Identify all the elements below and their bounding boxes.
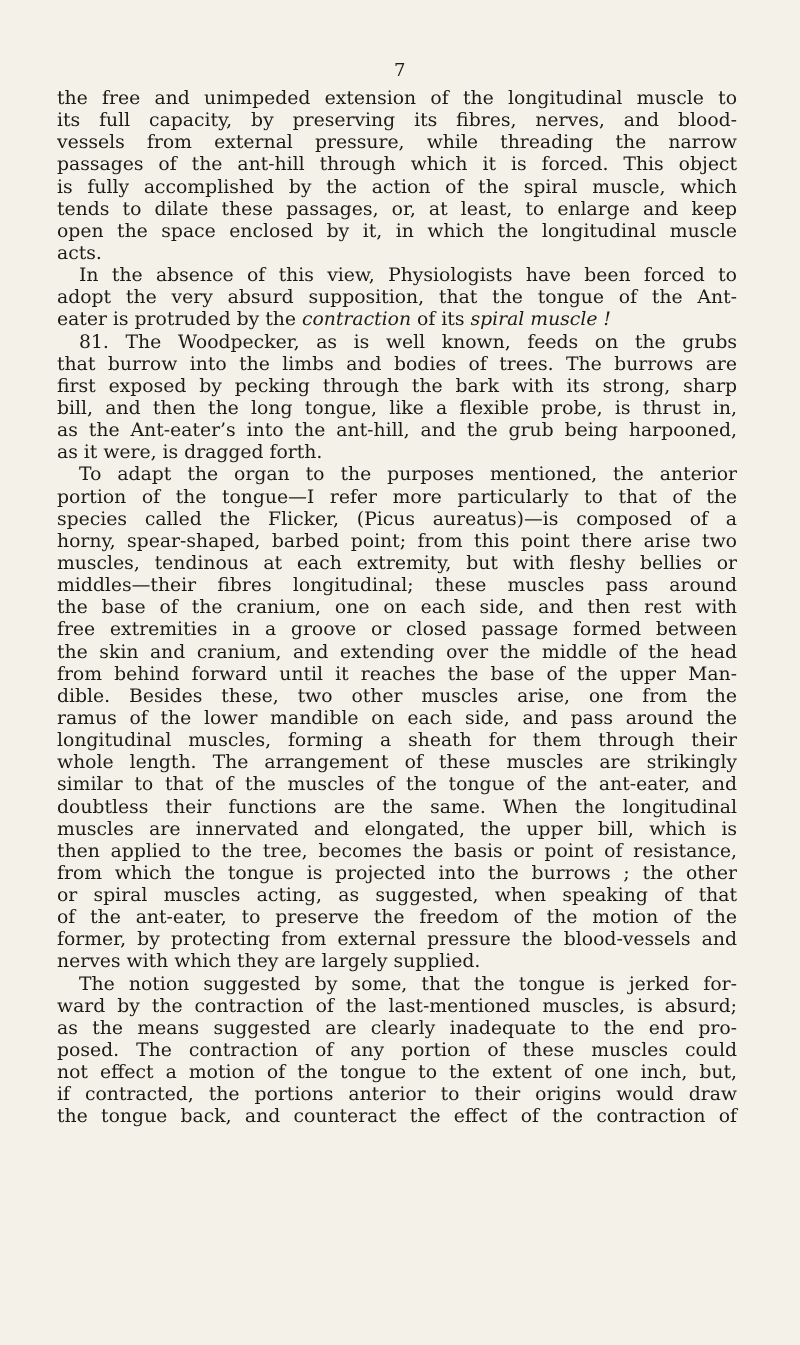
text-line: portion of the tongue—I refer more particularly to that of the <box>57 486 737 508</box>
text-line: muscles are innervated and elongated, the upper bill, which is <box>57 818 737 840</box>
text-line: of the ant-eater, to preserve the freedom of the motion of the <box>57 907 737 929</box>
text-line: is fully accomplished by the action of the spiral muscle, which <box>57 176 737 198</box>
text-line: from behind forward until it reaches the base of the upper Man- <box>57 663 737 685</box>
text-run: of its <box>411 309 471 331</box>
text-line: free extremities in a groove or closed passage formed between <box>57 619 737 641</box>
text-line: similar to that of the muscles of the tongue of the ant-eater, and <box>57 774 737 796</box>
text-line: open the space enclosed by it, in which the longitudinal muscle <box>57 220 737 242</box>
text-line: first exposed by pecking through the bark with its strong, sharp <box>57 375 737 397</box>
page-number: 7 <box>394 60 406 81</box>
text-line: longitudinal muscles, forming a sheath for them through their <box>57 730 737 752</box>
text-line: if contracted, the portions anterior to their origins would draw <box>57 1084 737 1106</box>
text-line: the skin and cranium, and extending over the middle of the head <box>57 641 737 663</box>
text-line: vessels from external pressure, while threading the narrow <box>57 132 737 154</box>
text-line: The notion suggested by some, that the tongue is jerked for- <box>79 973 737 995</box>
text-line: or spiral muscles acting, as suggested, when speaking of that <box>57 885 737 907</box>
text-line: In the absence of this view, Physiologists have been forced to <box>79 265 737 287</box>
text-line: from which the tongue is projected into the burrows ; the other <box>57 862 737 884</box>
text-line: the free and unimpeded extension of the longitudinal muscle to <box>57 88 737 109</box>
text-line: as it were, is dragged forth. <box>57 442 323 464</box>
text-line: not effect a motion of the tongue to the extent of one inch, but, <box>57 1062 737 1084</box>
text-line: middles—their fibres longitudinal; these muscles pass around <box>57 575 737 597</box>
text-line: that burrow into the limbs and bodies of trees. The burrows are <box>57 353 737 375</box>
italic-text: spiral muscle ! <box>470 309 611 331</box>
text-line: muscles, tendinous at each extremity, but with fleshy bellies or <box>57 552 737 574</box>
text-line: former, by protecting from external pressure the blood-vessels and <box>57 929 737 951</box>
text-line: as the Ant-eater’s into the ant-hill, and the grub being harpooned, <box>57 420 737 442</box>
text-line: posed. The contraction of any portion of these muscles could <box>57 1040 737 1062</box>
text-line: 81. The Woodpecker, as is well known, feeds on the grubs <box>79 331 737 353</box>
text-line: its full capacity, by preserving its fibres, nerves, and blood- <box>57 110 737 132</box>
text-line: ramus of the lower mandible on each side, and pass around the <box>57 707 737 729</box>
text-line: species called the Flicker, (Picus aureatus)—is composed of a <box>57 508 737 530</box>
text-line: tends to dilate these passages, or, at least, to enlarge and keep <box>57 198 737 220</box>
text-line: bill, and then the long tongue, like a flexible probe, is thrust in, <box>57 397 737 419</box>
text-line: the tongue back, and counteract the effect of the contraction of <box>57 1106 737 1128</box>
italic-text: contraction <box>301 309 412 331</box>
text-line: nerves with which they are largely supplied. <box>57 951 481 973</box>
text-line: To adapt the organ to the purposes mentioned, the anterior <box>79 464 737 486</box>
text-line: adopt the very absurd supposition, that the tongue of the Ant- <box>57 287 737 309</box>
body-text <box>57 88 737 1129</box>
text-line: as the means suggested are clearly inadequate to the end pro- <box>57 1017 737 1039</box>
text-line <box>57 309 737 331</box>
text-line: doubtless their functions are the same. When the longitudinal <box>57 796 737 818</box>
text-line: acts. <box>57 242 102 264</box>
text-line: dible. Besides these, two other muscles arise, one from the <box>57 685 737 707</box>
text-run: eater is protruded by the <box>57 309 302 331</box>
text-line: whole length. The arrangement of these muscles are strikingly <box>57 752 737 774</box>
text-line: then applied to the tree, becomes the basis or point of resistance, <box>57 840 737 862</box>
text-line: passages of the ant-hill through which it is forced. This object <box>57 154 737 176</box>
text-line: ward by the contraction of the last-mentioned muscles, is absurd; <box>57 995 737 1017</box>
text-line: the base of the cranium, one on each side, and then rest with <box>57 597 737 619</box>
text-line: horny, spear-shaped, barbed point; from this point there arise two <box>57 530 737 552</box>
